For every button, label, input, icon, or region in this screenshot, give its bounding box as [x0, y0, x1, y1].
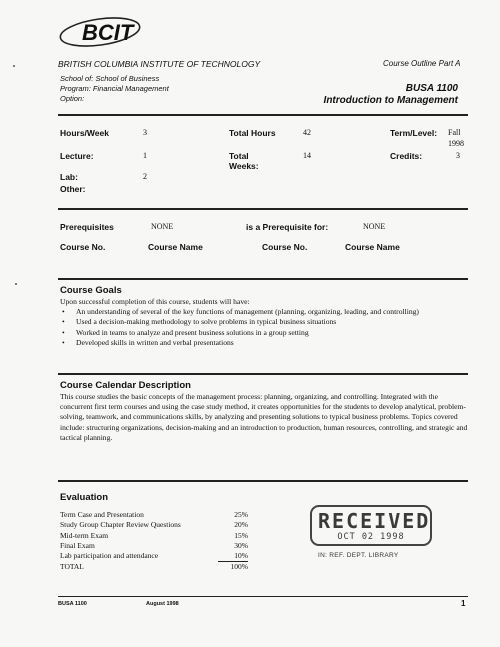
course-code: BUSA 1100 — [405, 83, 458, 94]
bcit-logo — [58, 14, 144, 50]
eval-item: Mid-term Exam — [60, 530, 109, 540]
course-no-header: Course No. — [60, 242, 106, 252]
stamp-received: RECEIVED — [318, 509, 431, 533]
eval-weight: 10% — [218, 551, 248, 562]
eval-weight: 25% — [234, 510, 248, 519]
list-item — [60, 317, 465, 327]
total-weeks-label — [229, 151, 259, 171]
divider-rule — [58, 208, 468, 210]
bullet: • — [62, 307, 65, 317]
bullet: • — [62, 337, 65, 347]
prereq-value: NONE — [151, 222, 174, 231]
footer-code: BUSA 1100 — [58, 601, 87, 607]
goals-section — [60, 297, 465, 348]
total-hours-label: Total Hours — [229, 128, 276, 138]
goal-text: An understanding of several of the key functions of management (planning, organizing, leading, and controlling) — [76, 307, 419, 317]
stamp-date: OCT 02 1998 — [337, 532, 405, 542]
is-prereq-label: is a Prerequisite for: — [246, 222, 329, 232]
total-weeks-label-line2: Weeks: — [229, 161, 259, 171]
eval-item: Final Exam — [60, 540, 95, 550]
hours-week-label: Hours/Week — [60, 128, 109, 138]
goal-text: Worked in teams to analyze and present business solutions in a group setting — [76, 327, 309, 337]
table-row — [60, 562, 248, 573]
course-name-header: Course Name — [148, 242, 203, 252]
outline-part: Course Outline Part A — [383, 59, 461, 68]
footer-rule — [58, 596, 468, 597]
table-row — [60, 510, 248, 520]
scan-speck — [15, 283, 17, 285]
eval-item: Study Group Chapter Review Questions — [60, 520, 181, 530]
course-name-header: Course Name — [345, 242, 400, 252]
eval-weight: 20% — [234, 520, 248, 530]
institution-name: BRITISH COLUMBIA INSTITUTE OF TECHNOLOGY — [58, 59, 261, 69]
stamp-dept: IN: REF. DEPT. LIBRARY — [318, 552, 399, 559]
total-weeks-label-line1: Total — [229, 151, 249, 161]
eval-item: Term Case and Presentation — [60, 510, 144, 519]
evaluation-heading: Evaluation — [60, 492, 109, 503]
credits-label: Credits: — [390, 151, 423, 161]
bullet: • — [62, 317, 65, 327]
divider-rule — [58, 480, 468, 482]
eval-weight: 30% — [234, 540, 248, 550]
list-item — [60, 328, 465, 338]
scan-speck — [13, 65, 15, 67]
stamp-box — [310, 505, 432, 546]
eval-item: Lab participation and attendance — [60, 551, 159, 561]
divider-rule — [58, 278, 468, 280]
calendar-text: This course studies the basic concepts of the management process: planning, organizing, and controlling. Integrated with the concurrent first term courses and using the case study method, it creates opportunities for the students to develop analytical, problem-solving, teamwork, and communications skills, by analyzing and presenting solutions to typical business problems. Topics covered include: structuring organizations, decision-making and an introduction to production, human resources, controlling, and strategic and tactical planning. — [60, 392, 468, 442]
page-number: 1 — [461, 599, 466, 608]
table-row — [60, 551, 248, 562]
table-row — [60, 520, 248, 530]
term-label: Term/Level: — [390, 128, 438, 138]
goal-text: Used a decision-making methodology to solve problems in typical business situations — [76, 317, 337, 327]
program-info — [60, 74, 169, 104]
goals-intro: Upon successful completion of this course, students will have: — [60, 297, 250, 306]
list-item — [60, 307, 465, 317]
logo-text: BCIT — [82, 20, 134, 45]
list-item — [60, 338, 465, 348]
total-hours-value: 42 — [303, 128, 311, 137]
is-prereq-value: NONE — [363, 222, 386, 231]
prereq-label: Prerequisites — [60, 222, 114, 232]
lecture-label: Lecture: — [60, 151, 94, 161]
eval-total-label: TOTAL — [60, 561, 84, 571]
school-line: School of: School of Business — [60, 74, 160, 83]
goal-text: Developed skills in written and verbal presentations — [76, 337, 234, 347]
hours-week-value: 3 — [143, 128, 147, 137]
other-label: Other: — [60, 184, 86, 194]
bcit-logo-swoosh — [58, 14, 144, 50]
table-row — [60, 541, 248, 551]
table-row — [60, 531, 248, 541]
credits-value: 3 — [456, 151, 460, 160]
course-no-header: Course No. — [262, 242, 308, 252]
evaluation-table — [60, 510, 248, 573]
term-value: Fall — [448, 128, 461, 137]
eval-total-value: 100% — [230, 562, 248, 572]
goals-list — [60, 307, 465, 348]
received-stamp — [310, 505, 432, 559]
divider-rule — [58, 373, 468, 375]
lab-label: Lab: — [60, 172, 78, 182]
option-line: Option: — [60, 94, 85, 103]
course-title: Introduction to Management — [323, 95, 458, 106]
eval-weight: 15% — [234, 530, 248, 540]
goals-heading: Course Goals — [60, 285, 122, 296]
lecture-value: 1 — [143, 151, 147, 160]
footer-date: August 1998 — [146, 601, 179, 607]
total-weeks-value: 14 — [303, 151, 311, 160]
bullet: • — [62, 327, 65, 337]
calendar-heading: Course Calendar Description — [60, 380, 191, 391]
lab-value: 2 — [143, 172, 147, 181]
program-line: Program: Financial Management — [60, 84, 169, 93]
divider-rule — [58, 114, 468, 116]
term-year-value: 1998 — [448, 139, 464, 148]
